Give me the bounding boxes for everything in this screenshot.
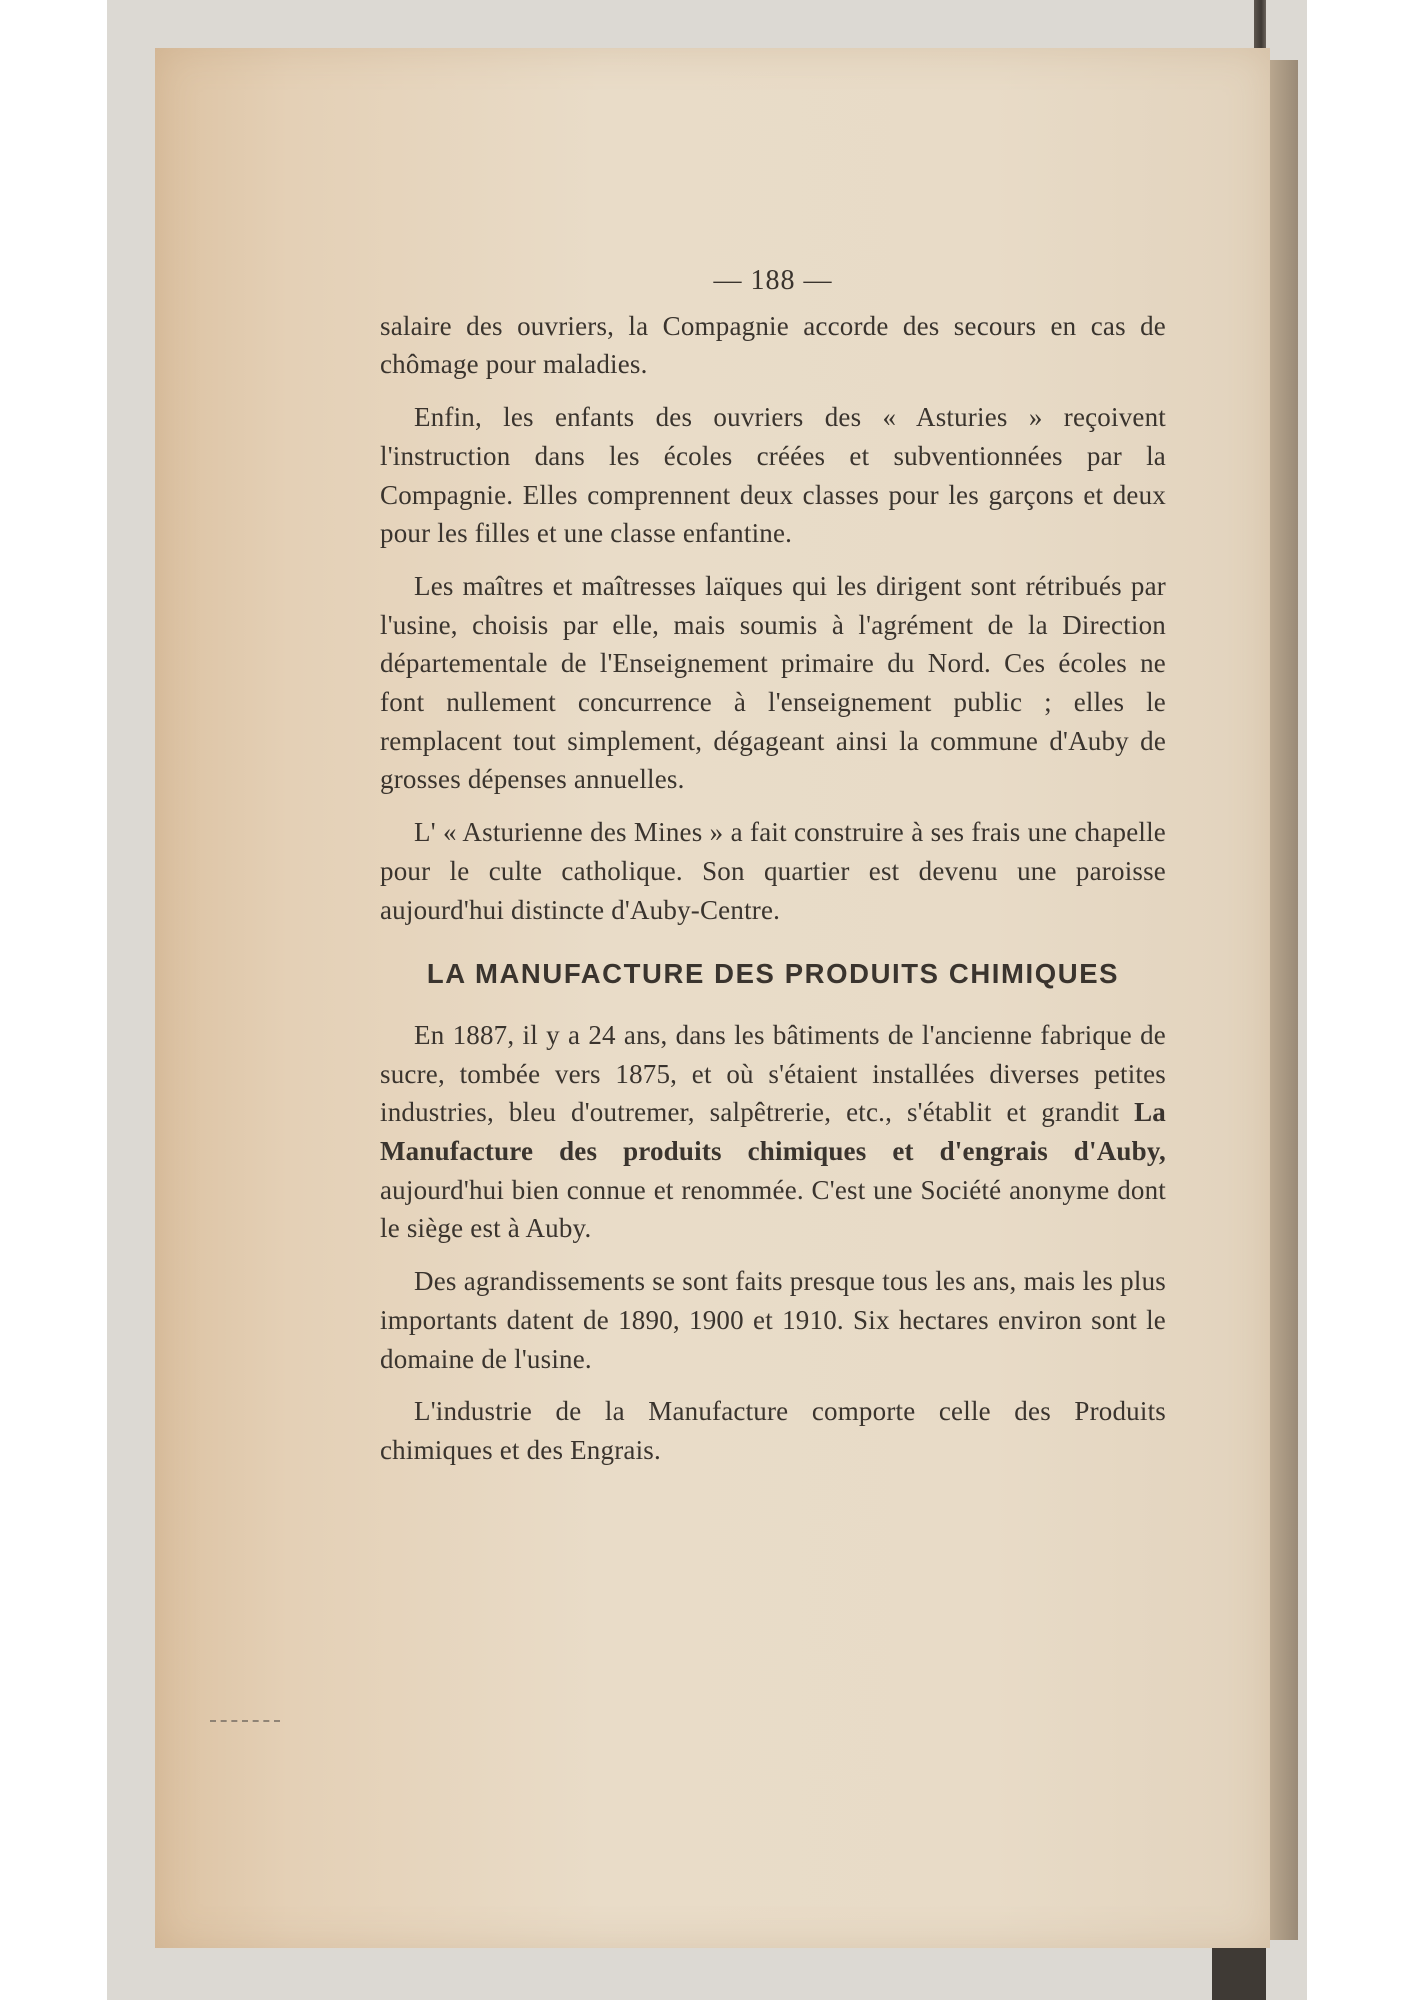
paragraph-ecoles: Enfin, les enfants des ouvriers des « Asturies » reçoivent l'instruction dans les écoles créées et subventionnées par la Compagnie. Elles comprennent deux classes pour les garçons et deux pour les filles et une classe enfantine. bbox=[380, 402, 1166, 549]
paragraph-maitres: Les maîtres et maîtresses laïques qui les dirigent sont rétribués par l'usine, choisis par elle, mais soumis à l'agrément de la Direction départementale de l'Enseignement primaire du Nord. Ces écoles ne font nullement concurrence à l'enseignement public ; elles le remplacent tout simplement, dégageant ainsi la commune d'Auby de grosses dépenses annuelles. bbox=[380, 570, 1166, 795]
margin-mark bbox=[210, 1720, 280, 1726]
binding-corner bbox=[1212, 1945, 1266, 2000]
paragraph-manufacture-1887 bbox=[380, 1016, 1166, 1248]
manufacture-name-bold: La Manufacture des produits chimiques et d'engrais d'Auby, bbox=[380, 1097, 1166, 1167]
paragraph-industrie: L'industrie de la Manufacture comporte celle des Produits chimiques et des Engrais. bbox=[380, 1396, 1166, 1465]
page-number: — 188 — bbox=[713, 265, 833, 296]
paragraph-manufacture-text-after: aujourd'hui bien connue et renommée. C'est une Société anonyme dont le siège est à Auby. bbox=[380, 1174, 1166, 1244]
paragraph-chapelle: L' « Asturienne des Mines » a fait construire à ses frais une chapelle pour le culte catholique. Son quartier est devenu une paroisse aujourd'hui distincte d'Auby-Centre. bbox=[380, 817, 1166, 925]
section-heading: LA MANUFACTURE DES PRODUITS CHIMIQUES bbox=[426, 958, 1120, 990]
paragraph-agrandissements: Des agrandissements se sont faits presque tous les ans, mais les plus importants datent de 1890, 1900 et 1910. Six hectares environ sont le domaine de l'usine. bbox=[380, 1266, 1166, 1374]
paragraph-secours: salaire des ouvriers, la Compagnie accorde des secours en cas de chômage pour maladies. bbox=[380, 310, 1166, 380]
page-text bbox=[380, 262, 1166, 1484]
paragraph-manufacture-text-before: En 1887, il y a 24 ans, dans les bâtiments de l'ancienne fabrique de sucre, tombée vers 1875, et où s'étaient installées diverses petites industries, bleu d'outremer, salpêtrerie, etc., s'établit et grandit bbox=[380, 1019, 1166, 1128]
